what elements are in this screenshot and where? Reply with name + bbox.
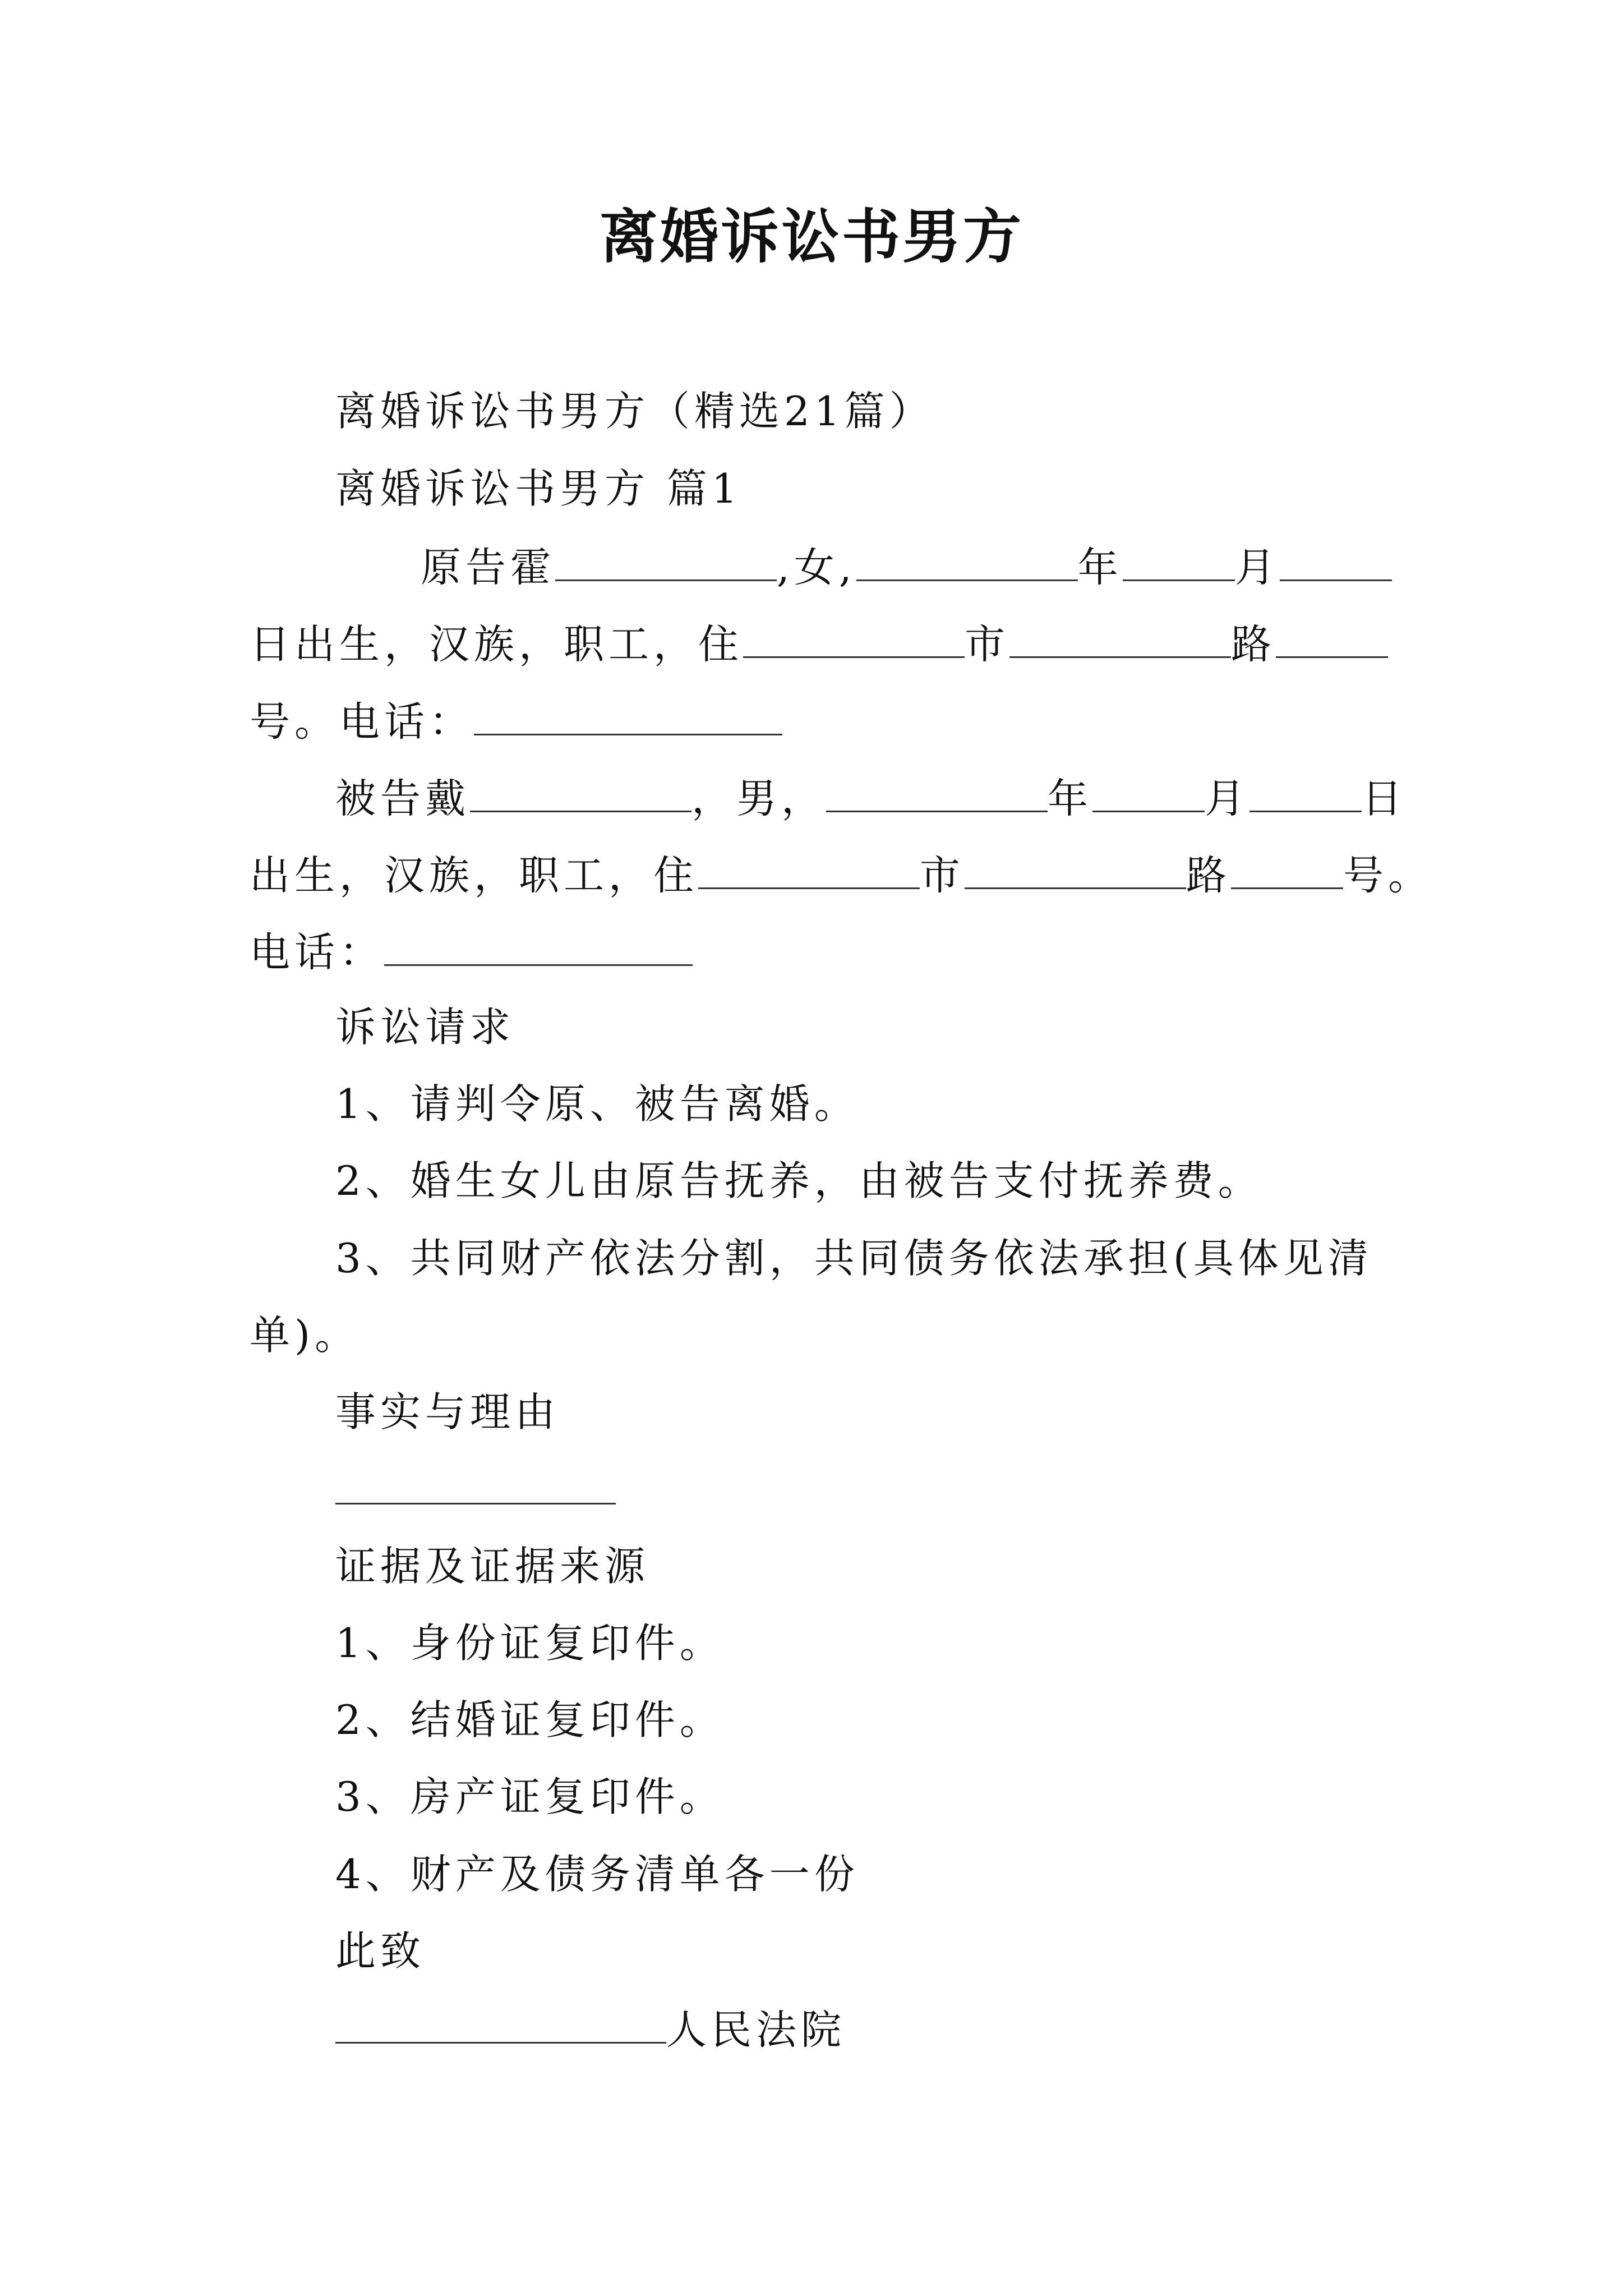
facts-blank	[335, 1465, 616, 1504]
defendant-month-label: 月	[1205, 775, 1250, 822]
defendant-month-blank	[1092, 772, 1205, 812]
plaintiff-line-1	[421, 541, 1392, 592]
defendant-road-blank	[965, 849, 1186, 889]
plaintiff-gender: ,女,	[777, 544, 856, 591]
plaintiff-name-blank	[555, 541, 777, 581]
defendant-city-label: 市	[920, 852, 965, 899]
court-label: 人民法院	[666, 2006, 846, 2054]
plaintiff-number-blank	[1276, 618, 1388, 658]
plaintiff-road-label: 路	[1231, 620, 1276, 668]
court-blank	[335, 2004, 666, 2044]
facts-line	[335, 1465, 616, 1515]
plaintiff-road-blank	[1009, 618, 1231, 658]
defendant-year-blank	[826, 772, 1048, 812]
defendant-city-blank	[698, 849, 920, 889]
section-heading: 离婚诉讼书男方 篇1	[335, 465, 742, 512]
plaintiff-phone-label: 号。电话：	[250, 698, 474, 746]
plaintiff-day-blank	[1280, 541, 1392, 581]
defendant-year-label: 年	[1048, 775, 1093, 822]
plaintiff-phone-blank	[474, 696, 782, 735]
facts-heading: 事实与理由	[335, 1388, 560, 1435]
plaintiff-city-blank	[743, 618, 965, 658]
plaintiff-month-blank	[1123, 541, 1235, 581]
defendant-name-blank	[470, 772, 691, 812]
defendant-birth-address: 出生，汉族，职工，住	[250, 852, 699, 899]
plaintiff-birth-address: 日出生，汉族，职工，住	[250, 620, 744, 668]
plaintiff-year-label: 年	[1077, 544, 1123, 591]
claim-item: 1、请判令原、被告离婚。	[335, 1080, 859, 1128]
defendant-intro: 被告戴	[335, 775, 471, 822]
claim-item: 2、婚生女儿由原告抚养，由被告支付抚养费。	[335, 1157, 1263, 1204]
evidence-item: 3、房产证复印件。	[335, 1773, 725, 1820]
defendant-line-2	[250, 849, 1433, 900]
document-subtitle: 离婚诉讼书男方（精选21篇）	[335, 388, 934, 435]
evidence-item: 4、财产及债务清单各一份	[335, 1851, 859, 1898]
claim-item: 3、共同财产依法分割，共同债务依法承担(具体见清	[335, 1235, 1373, 1282]
defendant-gender: ，男，	[691, 775, 827, 822]
plaintiff-year-blank	[856, 541, 1078, 581]
evidence-item: 2、结婚证复印件。	[335, 1696, 725, 1743]
evidence-heading: 证据及证据来源	[335, 1543, 650, 1590]
court-line	[335, 2004, 846, 2054]
defendant-line-3	[250, 926, 693, 977]
defendant-road-label: 路	[1186, 852, 1232, 899]
claim-item-continuation: 单)。	[250, 1312, 360, 1359]
defendant-line-1	[335, 772, 1407, 823]
plaintiff-line-3	[250, 696, 782, 746]
plaintiff-intro: 原告霍	[421, 544, 556, 591]
document-title: 离婚诉讼书男方	[599, 202, 1023, 271]
defendant-phone-blank	[384, 926, 693, 966]
plaintiff-city-label: 市	[965, 620, 1010, 668]
defendant-day-label: 日	[1362, 775, 1407, 822]
claims-heading: 诉讼请求	[335, 1004, 515, 1051]
defendant-phone-label: 电话：	[250, 928, 385, 976]
defendant-number-blank	[1231, 849, 1343, 889]
closing: 此致	[335, 1927, 426, 1975]
plaintiff-line-2	[250, 618, 1388, 669]
evidence-item: 1、身份证复印件。	[335, 1619, 725, 1667]
plaintiff-month-label: 月	[1234, 544, 1280, 591]
defendant-day-blank	[1249, 772, 1362, 812]
defendant-number-label: 号。	[1343, 852, 1433, 899]
